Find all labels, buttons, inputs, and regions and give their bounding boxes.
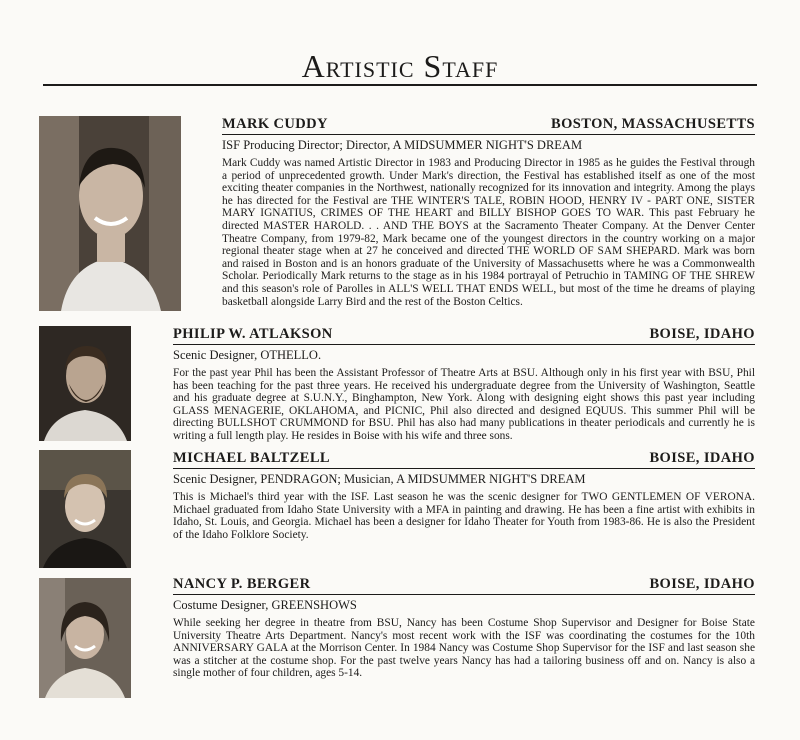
staff-name: MARK CUDDY bbox=[222, 116, 328, 132]
page-title: Artistic Staff bbox=[301, 48, 499, 84]
portrait-photo-michael-baltzell bbox=[39, 450, 131, 568]
staff-location: BOISE, IDAHO bbox=[649, 450, 755, 466]
staff-entry-header bbox=[173, 326, 755, 345]
staff-role: Costume Designer, GREENSHOWS bbox=[173, 598, 357, 612]
staff-entry-header bbox=[173, 450, 755, 469]
portrait-photo-philip-atlakson bbox=[39, 326, 131, 441]
portrait-photo-mark-cuddy bbox=[39, 116, 181, 311]
staff-role: ISF Producing Director; Director, A MIDSUMMER NIGHT'S DREAM bbox=[222, 138, 583, 152]
staff-role: Scenic Designer, OTHELLO. bbox=[173, 348, 322, 362]
staff-bio: For the past year Phil has been the Assistant Professor of Theatre Arts at BSU. Although only in his first year with BSU, Phil has been teaching for the past three years. He received his undergraduate degree from the University of Washington, Seattle and his graduate degree at S.U.N.Y., Binghampton, New York. Along with designing eight shows this past year including GLASS MENAGERIE, OKLAHOMA, and PICNIC, Phil also directed and designed EQUUS. This summer Phil will be directing BULLSHOT CRUMMOND for BSU. Phil has also had many publications in theater periodicals and currently he is writing a full length play. He resides in Boise with his wife and three sons. bbox=[173, 367, 755, 442]
staff-entry-header bbox=[222, 116, 755, 135]
staff-name: NANCY P. BERGER bbox=[173, 576, 311, 592]
staff-role: Scenic Designer, PENDRAGON; Musician, A MIDSUMMER NIGHT'S DREAM bbox=[173, 472, 586, 486]
staff-bio: This is Michael's third year with the ISF. Last season he was the scenic designer for TWO GENTLEMEN OF VERONA. Michael graduated from Idaho State University with a MFA in painting and drawing. He has been a fine artist with exhibits in Idaho, St. Louis, and Georgia. Michael has been a designer for Idaho Theater for Youth from 1983-86. He is also the President of the Idaho Folklore Society. bbox=[173, 491, 755, 541]
staff-entry-michael-baltzell bbox=[173, 450, 755, 541]
staff-name: MICHAEL BALTZELL bbox=[173, 450, 330, 466]
staff-entry-mark-cuddy bbox=[222, 116, 755, 308]
portrait-photo-nancy-berger bbox=[39, 578, 131, 698]
staff-entry-header bbox=[173, 576, 755, 595]
staff-location: BOISE, IDAHO bbox=[649, 326, 755, 342]
staff-bio: Mark Cuddy was named Artistic Director in 1983 and Producing Director in 1985 as he guides the Festival through a period of unprecedented growth. Under Mark's direction, the Festival has established itself as one of the most exciting theater companies in the Northwest, nationally recognized for its innovation and integrity. Among the plays he has directed for the Festival are THE WINTER'S TALE, ROBIN HOOD, HENRY IV - PART ONE, SISTER MARY IGNATIUS, CRIMES OF THE HEART and BILLY BISHOP GOES TO WAR. This past February he directed MASTER HAROLD. . . AND THE BOYS at the Sacramento Theater Company. At the Denver Center Theatre Company, from 1979-82, Mark became one of the youngest directors in the country working on a major regional theater stage when at 27 he conceived and directed THE WORLD OF SAM SHEPARD. Mark was born and raised in Boston and is an honors graduate of the University of Massachusetts where he was a Commonwealth Scholar. Periodically Mark returns to the stage as in his 1984 portrayal of Petruchio in TAMING OF THE SHREW and this season's role of Parolles in ALL'S WELL THAT ENDS WELL, but most of the time he dreams of playing basketball alongside Larry Bird and the rest of the Boston Celtics. bbox=[222, 157, 755, 308]
staff-location: BOSTON, MASSACHUSETTS bbox=[551, 116, 755, 132]
staff-entry-nancy-berger bbox=[173, 576, 755, 680]
staff-entry-philip-atlakson bbox=[173, 326, 755, 443]
staff-name: PHILIP W. ATLAKSON bbox=[173, 326, 333, 342]
staff-location: BOISE, IDAHO bbox=[649, 576, 755, 592]
title-rule bbox=[43, 84, 757, 86]
staff-bio: While seeking her degree in theatre from BSU, Nancy has been Costume Shop Supervisor and Designer for Boise State University Theatre Arts Department. Nancy's most recent work with the ISF was coordinating the costumes for the 10th ANNIVERSARY GALA at the Morrison Center. In 1984 Nancy was Costume Shop Supervisor for the ISF and last season she was a stitcher at the costume shop. For the past twelve years Nancy has had a tailoring business off and on. Nancy is also a single mother of four children, ages 5-14. bbox=[173, 617, 755, 680]
